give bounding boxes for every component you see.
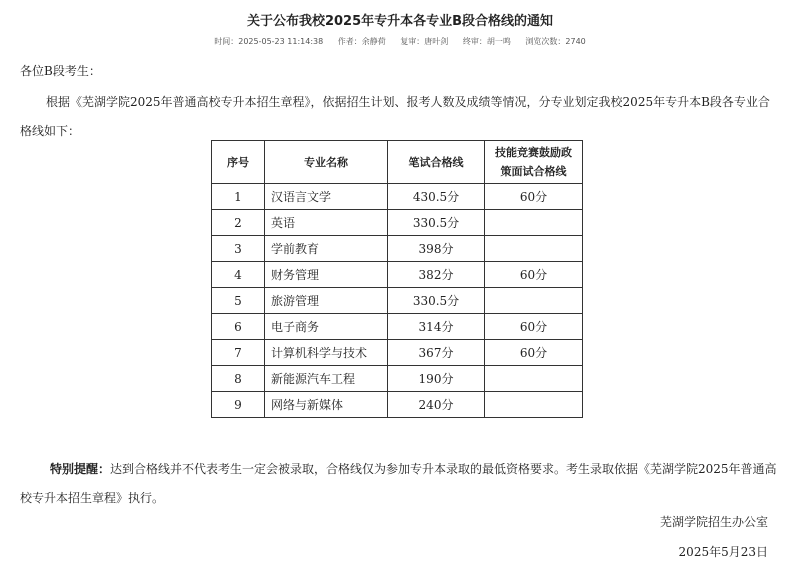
cell-major: 汉语言文学 [265, 184, 388, 210]
cell-written: 330.5分 [388, 288, 485, 314]
cell-seq: 5 [212, 288, 265, 314]
cell-seq: 3 [212, 236, 265, 262]
table-row [212, 314, 583, 340]
cell-skill [485, 366, 583, 392]
cell-written: 430.5分 [388, 184, 485, 210]
article-meta [0, 36, 800, 47]
reviewer: 复审：唐叶剑 [400, 37, 449, 46]
cell-major: 英语 [265, 210, 388, 236]
table-row [212, 366, 583, 392]
page-title: 关于公布我校2025年专升本各专业B段合格线的通知 [246, 14, 554, 29]
header-skill-line1: 技能竞赛鼓励政 [495, 146, 572, 159]
cell-written: 314分 [388, 314, 485, 340]
special-notice [20, 455, 780, 513]
cell-major: 旅游管理 [265, 288, 388, 314]
cell-skill: 60分 [485, 184, 583, 210]
author: 作者：余静荷 [337, 37, 386, 46]
header-written: 笔试合格线 [388, 141, 485, 184]
final-reviewer: 终审：胡一鸣 [462, 37, 511, 46]
table-row [212, 236, 583, 262]
salutation: 各位B段考生： [20, 64, 101, 78]
cell-skill [485, 236, 583, 262]
header-seq: 序号 [212, 141, 265, 184]
cell-seq: 6 [212, 314, 265, 340]
cell-seq: 2 [212, 210, 265, 236]
table-row [212, 184, 583, 210]
cell-seq: 4 [212, 262, 265, 288]
cell-written: 190分 [388, 366, 485, 392]
notice-text: 达到合格线并不代表考生一定会被录取，合格线仅为参加专升本录取的最低资格要求。考生录取依据《芜湖学院2025年普通高校专升本招生章程》执行。 [20, 462, 777, 505]
signature-date: 2025年5月23日 [678, 545, 768, 559]
cell-written: 367分 [388, 340, 485, 366]
cell-skill: 60分 [485, 314, 583, 340]
cell-seq: 8 [212, 366, 265, 392]
cell-major: 网络与新媒体 [265, 392, 388, 418]
table-row [212, 262, 583, 288]
table-row [212, 210, 583, 236]
cell-written: 382分 [388, 262, 485, 288]
cell-major: 计算机科学与技术 [265, 340, 388, 366]
table-row [212, 392, 583, 418]
cell-seq: 1 [212, 184, 265, 210]
cell-seq: 9 [212, 392, 265, 418]
table-row [212, 340, 583, 366]
publish-time: 时间：2025-05-23 11:14:38 [214, 37, 324, 46]
cell-skill: 60分 [485, 262, 583, 288]
notice-label: 特别提醒： [50, 462, 111, 476]
intro-paragraph: 根据《芜湖学院2025年普通高校专升本招生章程》，依据招生计划、报考人数及成绩等情况，分专业划定我校2025年专升本B段各专业合格线如下： [20, 95, 770, 138]
table-header-row [212, 141, 583, 184]
cell-seq: 7 [212, 340, 265, 366]
header-major: 专业名称 [265, 141, 388, 184]
cell-major: 学前教育 [265, 236, 388, 262]
cell-skill [485, 210, 583, 236]
cell-major: 财务管理 [265, 262, 388, 288]
cell-written: 240分 [388, 392, 485, 418]
table-row [212, 288, 583, 314]
view-count: 浏览次数：2740 [525, 37, 586, 46]
score-table [211, 140, 583, 418]
signature-org: 芜湖学院招生办公室 [659, 515, 768, 529]
cell-skill [485, 392, 583, 418]
cell-major: 新能源汽车工程 [265, 366, 388, 392]
cell-written: 330.5分 [388, 210, 485, 236]
cell-major: 电子商务 [265, 314, 388, 340]
header-skill-line2: 策面试合格线 [500, 165, 567, 178]
cell-written: 398分 [388, 236, 485, 262]
header-skill [485, 141, 583, 184]
cell-skill: 60分 [485, 340, 583, 366]
cell-skill [485, 288, 583, 314]
